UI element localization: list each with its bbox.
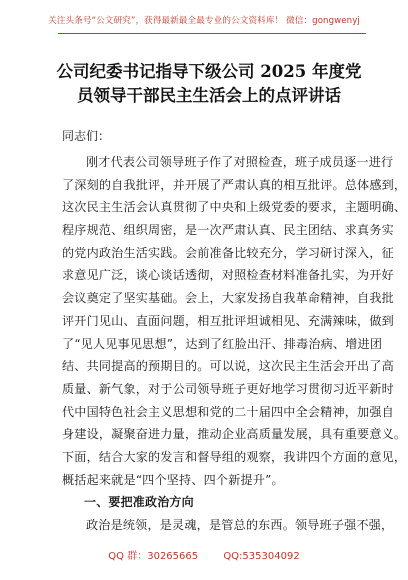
paragraph-line: 身建设，凝聚奋进力量，推动企业高质量发展，具有重要意义。 <box>62 427 407 442</box>
paragraph-line: 求意见广泛，谈心谈话透彻，对照检查材料准备扎实，为开好 <box>62 268 394 283</box>
paragraph-line: 的党内政治生活实践。会前准备比较充分，学习研讨深入，征 <box>62 245 394 260</box>
footer-qq: QQ:535304092 <box>223 551 300 562</box>
paragraph-line: 程序规范、组织周密，是一次严肃认真、民主团结、求真务实 <box>62 223 394 238</box>
paragraph-line: 会议奠定了坚实基础。会上，大家发扬自我革命精神，自我批 <box>62 291 394 306</box>
section-heading: 一、要把准政治方向 <box>84 495 194 510</box>
paragraph-line: 结、共同提高的预期目的。可以说，这次民主生活会开出了高 <box>62 359 394 374</box>
paragraph-line: 政治是统领，是灵魂，是管总的东西。领导班子强不强， <box>86 518 394 532</box>
paragraph-line: 下面，结合大家的发言和督导组的观察，我讲四个方面的意见， <box>62 449 407 464</box>
paragraph-line: 概括起来就是“四个坚持、四个新提升”。 <box>62 472 284 487</box>
document-title <box>50 60 368 108</box>
salutation: 同志们： <box>62 129 111 143</box>
paragraph-line: 这次民主生活会认真贯彻了中央和上级党委的要求，主题明确、 <box>62 200 407 215</box>
paragraph-line: 了“见人见事见思想”，达到了红脸出汗、排毒治病、增进团 <box>62 336 383 351</box>
body-text <box>62 151 407 537</box>
header-divider <box>58 33 366 34</box>
paragraph-line: 评开门见山、直面问题，相互批评坦诚相见、充满辣味，做到 <box>62 313 394 328</box>
title-line-1: 公司纪委书记指导下级公司 2025 年度党 <box>56 62 362 81</box>
paragraph-line: 刚才代表公司领导班子作了对照检查，班子成员逐一进行 <box>86 155 394 169</box>
header-promo-note: 关注头条号“公文研究”，获得最新最全最专业的公文资料库！ 微信：gongwenyj <box>48 16 360 26</box>
title-line-2: 员领导干部民主生活会上的点评讲话 <box>77 86 341 105</box>
footer-qq-group: QQ 群：30265665 <box>108 551 199 562</box>
paragraph-line: 代中国特色社会主义思想和党的二十届四中全会精神，加强自 <box>62 404 394 419</box>
paragraph-line: 了深刻的自我批评，并开展了严肃认真的相互批评。总体感到， <box>62 177 407 192</box>
footer-contact <box>0 547 408 562</box>
paragraph-line: 质量、新气象，对于公司领导班子更好地学习贯彻习近平新时 <box>62 381 394 396</box>
